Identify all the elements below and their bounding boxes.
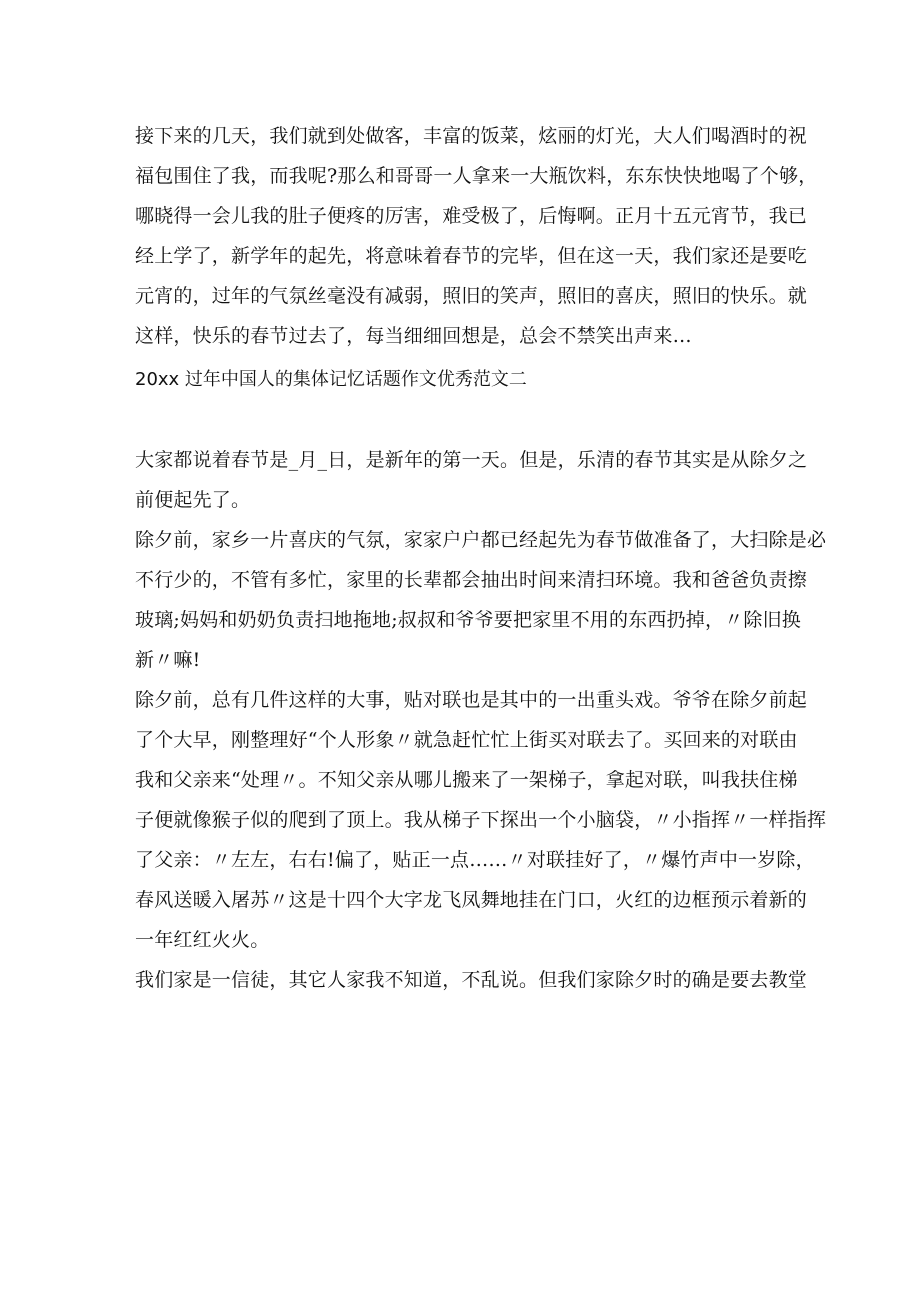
paragraph-line: 除夕前，家乡一片喜庆的气氛，家家户户都已经起先为春节做准备了，大扫除是必 bbox=[135, 529, 827, 551]
paragraph-1 bbox=[135, 116, 818, 356]
paragraph-line: 元宵的，过年的气氛丝毫没有减弱，照旧的笑声，照旧的喜庆，照旧的快乐。就 bbox=[135, 285, 808, 307]
paragraph-line: 我和父亲来“处理〃。不知父亲从哪儿搬来了一架梯子，拿起对联，叫我扶住梯 bbox=[135, 769, 798, 791]
paragraph-line: 了个大早，刚整理好“个人形象〃就急赶忙忙上街买对联去了。买回来的对联由 bbox=[135, 729, 798, 751]
text-column bbox=[135, 116, 827, 1000]
paragraph-line: 春风送暖入屠苏〃这是十四个大字龙飞凤舞地挂在门口，火红的边框预示着新的 bbox=[135, 889, 808, 911]
paragraph-4 bbox=[135, 680, 827, 960]
paragraph-line: 我们家是一信徒，其它人家我不知道，不乱说。但我们家除夕时的确是要去教堂 bbox=[135, 969, 808, 991]
paragraph-line: 子便就像猴子似的爬到了顶上。我从梯子下探出一个小脑袋，〃小指挥〃一样指挥 bbox=[135, 809, 827, 831]
paragraph-line: 一年红红火火。 bbox=[135, 929, 270, 951]
spacer bbox=[135, 400, 795, 440]
paragraph-line: 接下来的几天，我们就到处做客，丰富的饭菜，炫丽的灯光，大人们喝酒时的祝 bbox=[135, 125, 808, 147]
paragraph-line: 除夕前，总有几件这样的大事，贴对联也是其中的一出重头戏。爷爷在除夕前起 bbox=[135, 689, 808, 711]
paragraph-line: 玻璃;妈妈和奶奶负责扫地拖地;叔叔和爷爷要把家里不用的东西扔掉，〃除旧换 bbox=[135, 609, 802, 631]
section-heading: 20xx 过年中国人的集体记忆话题作文优秀范文二 bbox=[135, 369, 527, 390]
paragraph-line: 新〃嘛! bbox=[135, 649, 201, 671]
paragraph-2 bbox=[135, 440, 808, 520]
paragraph-3 bbox=[135, 520, 827, 680]
paragraph-line: 前便起先了。 bbox=[135, 489, 251, 511]
paragraph-5 bbox=[135, 960, 808, 1000]
paragraph-line: 这样，快乐的春节过去了，每当细细回想是，总会不禁笑出声来… bbox=[135, 325, 692, 347]
paragraph-line: 不行少的，不管有多忙，家里的长辈都会抽出时间来清扫环境。我和爸爸负责擦 bbox=[135, 569, 808, 591]
paragraph-line: 福包围住了我，而我呢?那么和哥哥一人拿来一大瓶饮料，东东快快地喝了个够， bbox=[135, 165, 818, 187]
paragraph-line: 了父亲：〃左左，右右!偏了，贴正一点……〃对联挂好了，〃爆竹声中一岁除， bbox=[135, 849, 815, 871]
paragraph-line: 大家都说着春节是_月_日，是新年的第一天。但是，乐清的春节其实是从除夕之 bbox=[135, 449, 808, 471]
paragraph-line: 经上学了，新学年的起先，将意味着春节的完毕，但在这一天，我们家还是要吃 bbox=[135, 245, 808, 267]
paragraph-line: 哪晓得一会儿我的肚子便疼的厉害，难受极了，后悔啊。正月十五元宵节，我已 bbox=[135, 205, 808, 227]
